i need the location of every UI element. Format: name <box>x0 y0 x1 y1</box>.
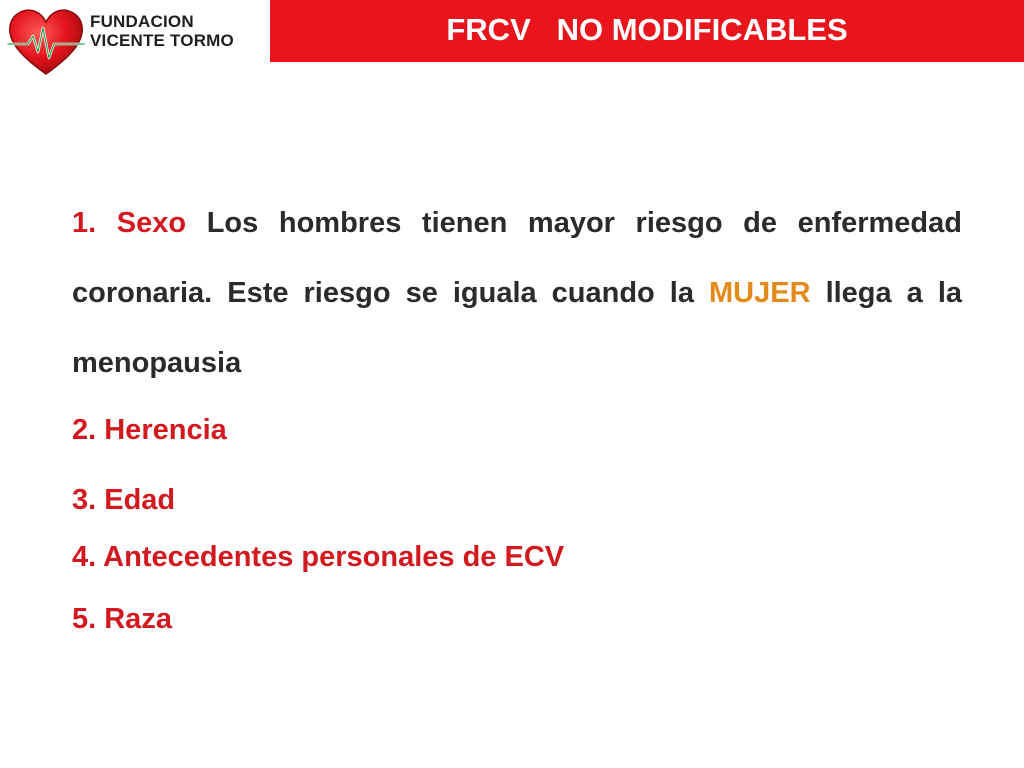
item-keyword: Sexo <box>116 207 187 239</box>
list-item-sexo <box>72 188 962 398</box>
slide-title: FRCV NO MODIFICABLES <box>446 12 848 47</box>
list-item-edad: 3. Edad <box>72 484 176 516</box>
logo-text <box>90 12 234 50</box>
item-text: Los hombres tienen mayor riesgo de enfermedad coronaria. Este riesgo se iguala cuando la <box>72 207 962 309</box>
logo-line-1: FUNDACION <box>90 12 194 31</box>
highlight-mujer: MUJER <box>709 277 811 309</box>
list-item-herencia: 2. Herencia <box>72 414 227 446</box>
slide-content <box>72 188 963 635</box>
logo <box>6 6 238 78</box>
item-text-continued: llega a la menopausia <box>72 277 963 379</box>
list-item-antecedentes: 4. Antecedentes personales de ECV <box>72 541 565 573</box>
title-bar <box>270 0 1024 62</box>
heart-ecg-icon <box>6 6 86 78</box>
list-item-raza: 5. Raza <box>72 603 172 635</box>
item-number: 1. <box>72 207 97 239</box>
logo-line-2: VICENTE TORMO <box>90 31 234 50</box>
